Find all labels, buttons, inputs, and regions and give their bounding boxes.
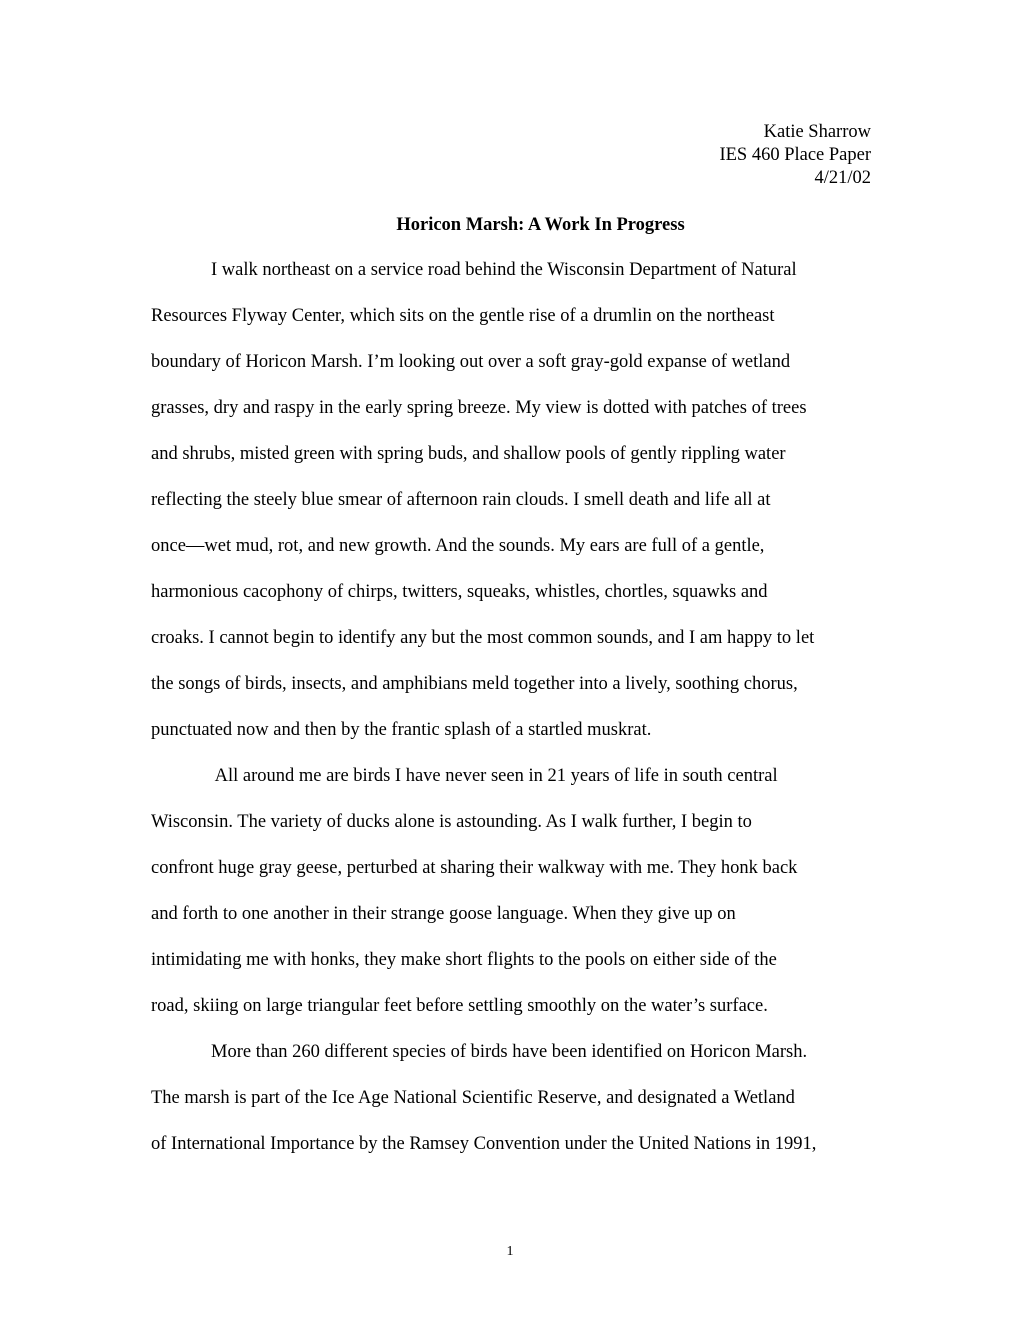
paragraph-line: once—wet mud, rot, and new growth. And the sounds. My ears are full of a gentle, bbox=[151, 536, 765, 556]
paragraph-line: and forth to one another in their strange goose language. When they give up on bbox=[151, 904, 736, 924]
paper-date: 4/21/02 bbox=[814, 168, 871, 188]
author-name: Katie Sharrow bbox=[763, 122, 871, 142]
paragraph-line: harmonious cacophony of chirps, twitters, squeaks, whistles, chortles, squawks and bbox=[151, 582, 768, 602]
paragraph-line: The marsh is part of the Ice Age National Scientific Reserve, and designated a Wetland bbox=[151, 1088, 795, 1108]
paragraph-line: boundary of Horicon Marsh. I’m looking out over a soft gray-gold expanse of wetland bbox=[151, 352, 791, 372]
paragraph-line: Wisconsin. The variety of ducks alone is astounding. As I walk further, I begin to bbox=[151, 812, 752, 832]
course-name: IES 460 Place Paper bbox=[719, 145, 871, 165]
paragraph-line: confront huge gray geese, perturbed at sharing their walkway with me. They honk back bbox=[151, 858, 798, 878]
paragraph-line: croaks. I cannot begin to identify any but the most common sounds, and I am happy to let bbox=[151, 628, 815, 648]
page-number: 1 bbox=[506, 1244, 514, 1259]
paragraph-line: Resources Flyway Center, which sits on the gentle rise of a drumlin on the northeast bbox=[151, 306, 775, 326]
paragraph-line: I walk northeast on a service road behind the Wisconsin Department of Natural bbox=[211, 260, 797, 280]
paragraph-line: the songs of birds, insects, and amphibians meld together into a lively, soothing chorus, bbox=[151, 674, 798, 694]
paragraph-line: punctuated now and then by the frantic splash of a startled muskrat. bbox=[151, 720, 652, 740]
paragraph-line: road, skiing on large triangular feet before settling smoothly on the water’s surface. bbox=[151, 996, 768, 1016]
paragraph-line: reflecting the steely blue smear of afternoon rain clouds. I smell death and life all at bbox=[151, 490, 771, 510]
paper-body bbox=[151, 259, 881, 1179]
paper-title: Horicon Marsh: A Work In Progress bbox=[396, 215, 685, 235]
paragraph-line: of International Importance by the Ramsey Convention under the United Nations in 1991, bbox=[151, 1134, 817, 1154]
paragraph-line: and shrubs, misted green with spring buds, and shallow pools of gently rippling water bbox=[151, 444, 786, 464]
paragraph-line: intimidating me with honks, they make short flights to the pools on either side of the bbox=[151, 950, 777, 970]
paragraph-line: All around me are birds I have never seen in 21 years of life in south central bbox=[211, 766, 778, 786]
paragraph-line: grasses, dry and raspy in the early spring breeze. My view is dotted with patches of trees bbox=[151, 398, 807, 418]
paragraph-line: More than 260 different species of birds have been identified on Horicon Marsh. bbox=[211, 1042, 808, 1062]
author-header bbox=[719, 121, 871, 190]
